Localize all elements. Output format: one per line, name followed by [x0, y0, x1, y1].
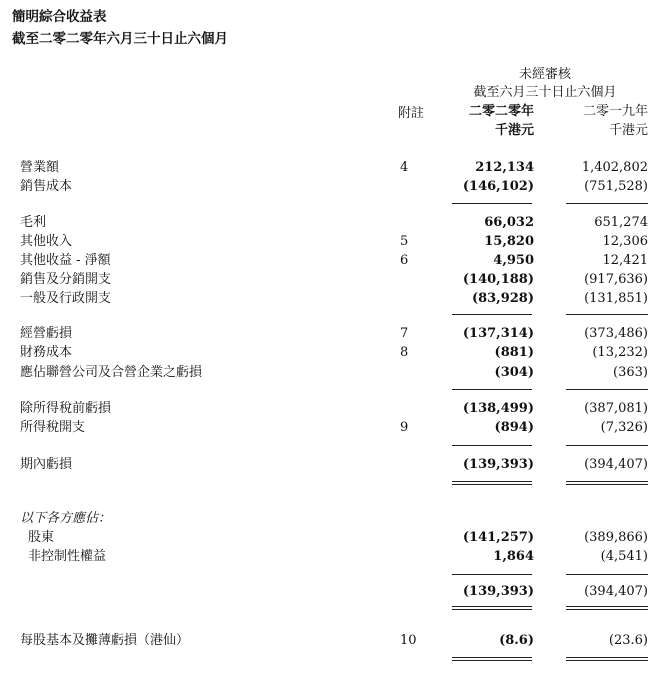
row-label-shareholders: 股東 — [28, 530, 55, 545]
row-value-prior: (13,232) — [592, 345, 648, 360]
row-label-loss-for-period: 期內虧損 — [20, 457, 73, 472]
row-value-prior: (917,636) — [584, 272, 648, 287]
audit-header: 未經審核 — [518, 67, 571, 82]
row-label-income-tax: 所得稅開支 — [20, 420, 86, 435]
subtotal-rule — [566, 389, 648, 390]
row-value-prior: (751,528) — [584, 179, 648, 194]
row-label-loss-per-share: 每股基本及攤薄虧損（港仙） — [20, 633, 190, 648]
row-value-prior: (373,486) — [584, 326, 648, 341]
row-value-current: (138,499) — [462, 401, 534, 416]
unit-prior-header: 千港元 — [608, 123, 648, 138]
row-label-selling-expenses: 銷售及分銷開支 — [20, 272, 112, 287]
row-label-other-income: 其他收入 — [20, 234, 73, 249]
row-label-gross-profit: 毛利 — [20, 215, 47, 230]
total-double-rule — [452, 657, 532, 661]
row-value-prior: 651,274 — [594, 215, 648, 230]
row-value-prior: (387,081) — [584, 401, 648, 416]
row-label-attributable-to: 以下各方應佔： — [20, 511, 112, 526]
row-value-prior: (394,407) — [584, 584, 648, 599]
row-value-current: 212,134 — [475, 160, 534, 175]
row-value-current: (304) — [494, 365, 534, 380]
row-note: 5 — [400, 234, 409, 249]
row-value-prior: (394,407) — [584, 457, 648, 472]
row-label-loss-before-tax: 除所得稅前虧損 — [20, 401, 112, 416]
row-label-operating-loss: 經營虧損 — [20, 326, 73, 341]
total-double-rule — [566, 481, 648, 485]
row-value-current: (8.6) — [499, 633, 534, 648]
row-value-current: (139,393) — [462, 457, 534, 472]
year-current-header: 二零二零年 — [468, 104, 534, 119]
subtotal-rule — [566, 574, 648, 575]
note-header: 附註 — [398, 106, 425, 121]
row-value-current: (83,928) — [471, 291, 534, 306]
statement-title: 簡明綜合收益表 — [12, 9, 107, 25]
row-value-prior: (7,326) — [600, 420, 648, 435]
row-note: 4 — [400, 160, 409, 175]
subtotal-rule — [452, 445, 532, 446]
row-value-prior: (363) — [613, 365, 648, 380]
row-value-current: (881) — [494, 345, 534, 360]
row-note: 9 — [400, 420, 409, 435]
row-value-prior: (131,851) — [584, 291, 648, 306]
subtotal-rule — [452, 203, 532, 204]
year-prior-header: 二零一九年 — [582, 104, 648, 119]
row-note: 6 — [400, 253, 409, 268]
row-value-prior: 1,402,802 — [581, 160, 648, 175]
period-header: 截至六月三十日止六個月 — [473, 85, 617, 100]
row-value-prior: (23.6) — [608, 633, 648, 648]
row-value-prior: 12,421 — [602, 253, 648, 268]
row-value-current: (141,257) — [462, 530, 534, 545]
row-value-current: 66,032 — [484, 215, 534, 230]
row-value-prior: (4,541) — [600, 549, 648, 564]
row-value-current: (140,188) — [462, 272, 534, 287]
total-double-rule — [452, 606, 532, 610]
row-value-current: (894) — [494, 420, 534, 435]
row-label-revenue: 營業額 — [20, 160, 60, 175]
subtotal-rule — [566, 314, 648, 315]
row-label-other-gains: 其他收益 - 淨額 — [20, 253, 111, 268]
subtotal-rule — [452, 389, 532, 390]
row-label-finance-costs: 財務成本 — [20, 345, 73, 360]
row-label-cost-of-sales: 銷售成本 — [20, 179, 73, 194]
row-value-current: (139,393) — [462, 584, 534, 599]
total-double-rule — [566, 657, 648, 661]
unit-current-header: 千港元 — [494, 123, 534, 138]
subtotal-rule — [566, 445, 648, 446]
row-value-current: 4,950 — [493, 253, 534, 268]
row-value-prior: (389,866) — [584, 530, 648, 545]
row-label-non-controlling-interests: 非控制性權益 — [28, 549, 107, 564]
row-note: 7 — [400, 326, 409, 341]
row-label-admin-expenses: 一般及行政開支 — [20, 291, 112, 306]
subtotal-rule — [566, 203, 648, 204]
row-value-current: 15,820 — [484, 234, 534, 249]
total-double-rule — [452, 481, 532, 485]
row-value-current: (137,314) — [462, 326, 534, 341]
total-double-rule — [566, 606, 648, 610]
row-value-prior: 12,306 — [602, 234, 648, 249]
row-note: 10 — [400, 633, 417, 648]
subtotal-rule — [452, 314, 532, 315]
row-value-current: (146,102) — [462, 179, 534, 194]
row-value-current: 1,864 — [493, 549, 534, 564]
row-note: 8 — [400, 345, 409, 360]
subtotal-rule — [452, 574, 532, 575]
row-label-share-of-losses: 應佔聯營公司及合營企業之虧損 — [20, 365, 203, 380]
statement-subtitle: 截至二零二零年六月三十日止六個月 — [12, 31, 228, 47]
